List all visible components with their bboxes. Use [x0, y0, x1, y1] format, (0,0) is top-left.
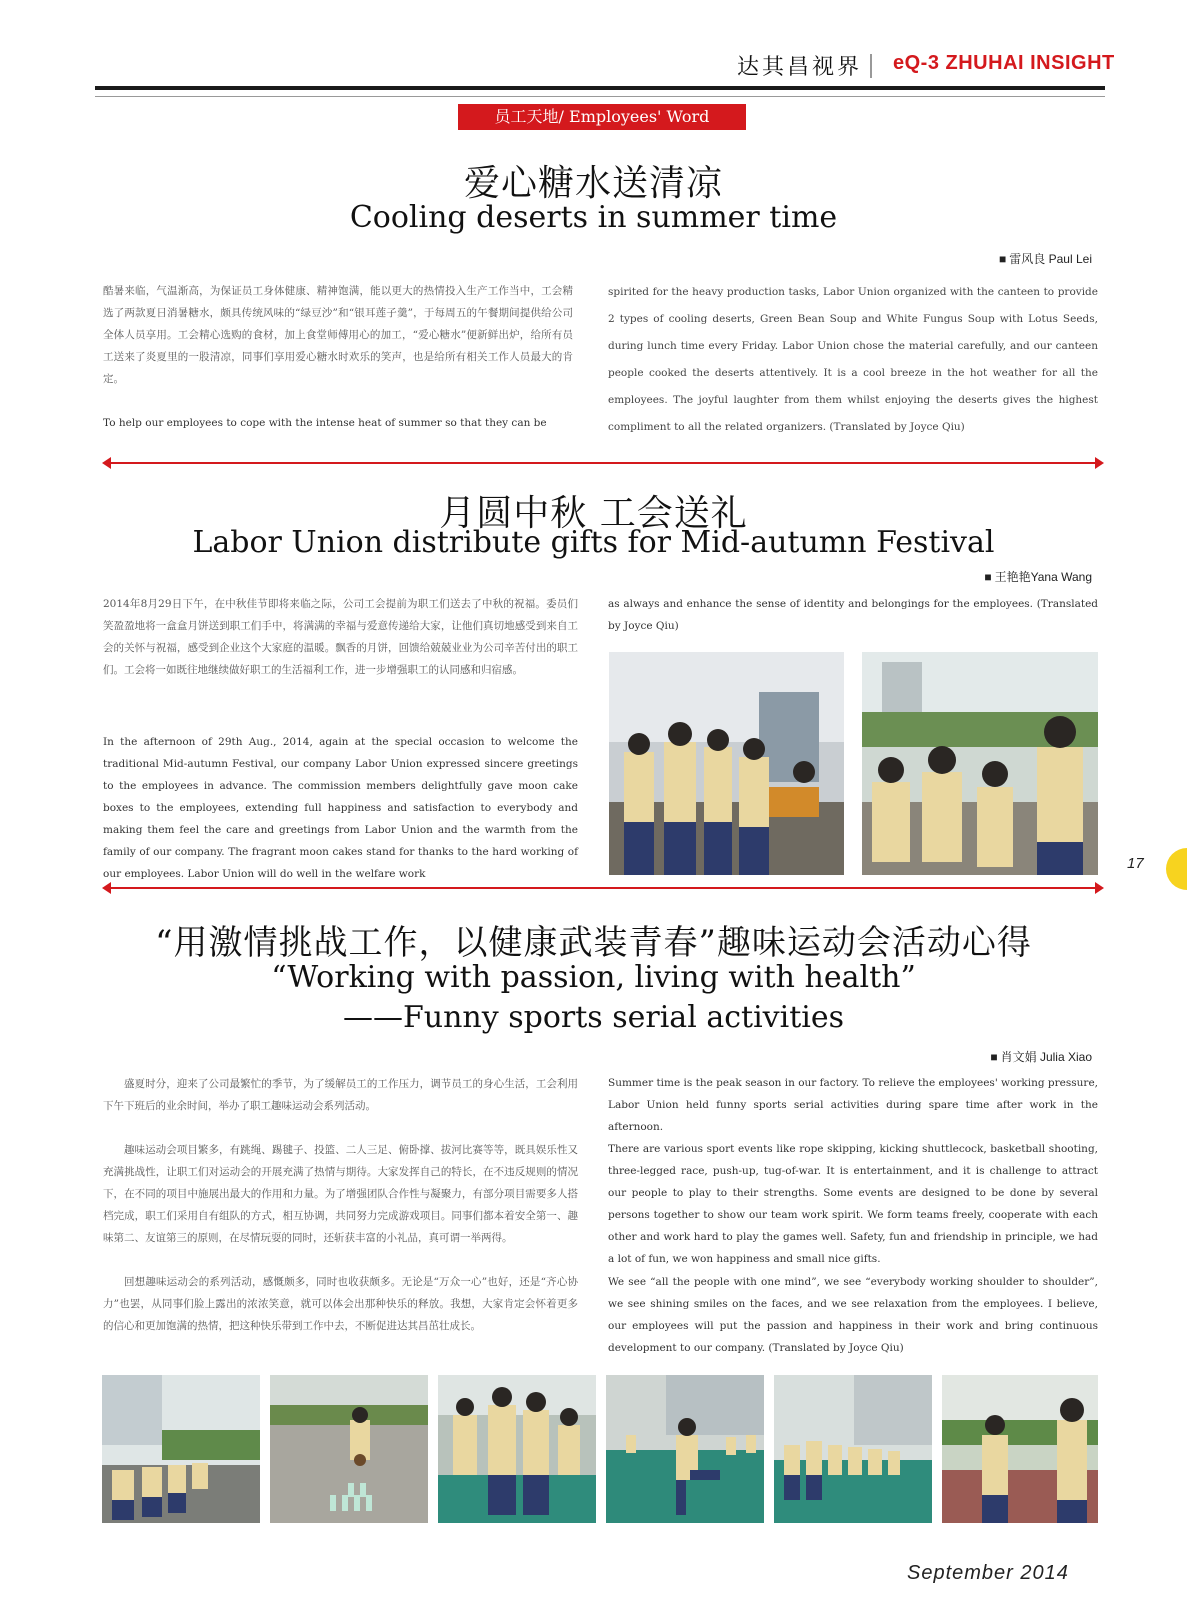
article3-title-en-1: “Working with passion, living with health”: [271, 960, 916, 995]
header-rule-thin: [95, 96, 1105, 97]
page-tab-marker: [1166, 848, 1187, 890]
article3-title-cn: “用激情挑战工作，以健康武装青春”趣味运动会活动心得: [155, 923, 1032, 963]
photo-mooncake-distribution-2: [862, 652, 1098, 875]
article3-body-en-3: We see “all the people with one mind”, we see “everybody working shoulder to shoulder”, we see shining smiles on the faces, and we see relaxation from the employees. I believe, our employees will put the passion and happiness in their work and bring continuous development to our company. (Translated by Joyce Qiu): [608, 1276, 1098, 1354]
article-divider-1: [110, 462, 1096, 464]
section-tag: 员工天地/ Employees' Word: [458, 104, 746, 130]
article2-byline: ■ 王艳艳Yana Wang: [860, 568, 1092, 585]
article2-body-en: In the afternoon of 29th Aug., 2014, again at the special occasion to welcome the traditional Mid-autumn Festival, our company Labor Union expressed sincere greetings to the employees in advance. The commission members delightfully gave moon cake boxes to the employees, extending full happiness and satisfaction to everybody and making them feel the care and greetings from Labor Union and the warmth from the family of our company. The fragrant moon cakes stand for thanks to the hard working of our employees. Labor Union will do well in the welfare work: [103, 736, 578, 880]
photo-team-event: [774, 1375, 932, 1523]
issue-date: September 2014: [907, 1562, 1069, 1584]
article1-byline: ■ 雷风良 Paul Lei: [860, 250, 1092, 267]
article3-body-cn-1: 盛夏时分，迎来了公司最繁忙的季节，为了缓解员工的工作压力，调节员工的身心生活，工会利用下午下班后的业余时间，举办了职工趣味运动会系列活动。: [103, 1078, 578, 1112]
photo-three-legged-race: [438, 1375, 596, 1523]
article-divider-2: [110, 887, 1096, 889]
article2-body-en-cont: as always and enhance the sense of identity and belongings for the employees. (Translated by Joyce Qiu): [608, 598, 1098, 632]
article2-title-cn: 月圆中秋 工会送礼: [439, 493, 748, 534]
article3-byline: ■ 肖文娟 Julia Xiao: [860, 1048, 1092, 1065]
article3-body-cn-2: 趣味运动会项目繁多，有跳绳、踢毽子、投篮、二人三足、俯卧撑、拔河比赛等等，既具娱乐性又充满挑战性，让职工们对运动会的开展充满了热情与期待。大家发挥自己的特长，在不违反规则的情况下，在不同的项目中施展出最大的作用和力量。为了增强团队合作性与凝聚力，有部分项目需要多人搭档完成，职工们采用自有组队的方式，相互协调，共同努力完成游戏项目。同事们都本着安全第一、趣味第二、友谊第三的原则，在尽情玩耍的同时，还斩获丰富的小礼品，真可谓一举两得。: [103, 1144, 578, 1244]
article2-body-cn: 2014年8月29日下午，在中秋佳节即将来临之际，公司工会提前为职工们送去了中秋的祝福。委员们笑盈盈地将一盒盒月饼送到职工们手中，将满满的幸福与爱意传递给大家，让他们真切地感受到来自工会的关怀与祝福，感受到企业这个大家庭的温暖。飘香的月饼，回馈给兢兢业业为公司辛苦付出的职工们。工会将一如既往地继续做好职工的生活福利工作，进一步增强职工的认同感和归宿感。: [103, 598, 578, 676]
article1-title-en: Cooling deserts in summer time: [349, 200, 838, 235]
article3-body-en-1: Summer time is the peak season in our factory. To relieve the employees' working pressure, Labor Union held funny sports serial activities during spare time after work in the afternoon.: [608, 1077, 1098, 1133]
photo-shuttlecock-kicking: [606, 1375, 764, 1523]
header-separator: [870, 54, 872, 78]
article3-body-cn-3: 回想趣味运动会的系列活动，感慨颇多，同时也收获颇多。无论是“万众一心”也好，还是“齐心协力”也罢，从同事们脸上露出的浓浓笑意，就可以体会出那种快乐的释放。我想，大家肯定会怀着更多的信心和更加饱满的热情，把这种快乐带到工作中去，不断促进达其昌茁壮成长。: [103, 1276, 578, 1332]
article3-title-en-2: ——Funny sports serial activities: [342, 1000, 845, 1035]
article1-body-en-2: spirited for the heavy production tasks, Labor Union organized with the canteen to provide 2 types of cooling deserts, Green Bean Soup and White Fungus Soup with Lotus Seeds, during lunch time every Friday. Labor Union chose the material carefully, and our canteen people cooked the deserts attentively. It is a cool breeze in the hot weather for all the employees. The joyful laughter from them whilst enjoying the deserts gives the highest compliment to all the related organizers. (Translated by Joyce Qiu): [608, 286, 1098, 433]
article1-body-en-1: To help our employees to cope with the intense heat of summer so that they can be: [103, 417, 547, 429]
photo-relay-game: [942, 1375, 1098, 1523]
brand-en: eQ-3 ZHUHAI INSIGHT: [893, 52, 1115, 74]
article1-title-cn: 爱心糖水送清凉: [463, 163, 723, 204]
photo-bowling-game: [270, 1375, 428, 1523]
photo-tug-of-war: [102, 1375, 260, 1523]
article1-body-cn: 酷暑来临，气温渐高，为保证员工身体健康、精神饱满，能以更大的热情投入生产工作当中，工会精选了两款夏日消暑糖水，颇具传统风味的“绿豆沙”和“银耳莲子羹”，于每周五的午餐期间提供给公司全体人员享用。工会精心选购的食材，加上食堂师傅用心的加工，“爱心糖水”便新鲜出炉，给所有员工送来了炎夏里的一股清凉，同事们享用爱心糖水时欢乐的笑声，也是给所有相关工作人员最大的肯定。: [103, 285, 573, 385]
header-rule: [95, 86, 1105, 90]
page-number: 17: [1127, 855, 1144, 872]
brand-cn: 达其昌视界: [737, 55, 863, 80]
article3-body-en-2: There are various sport events like rope skipping, kicking shuttlecock, basketball shooting, three-legged race, push-up, tug-of-war. It is entertainment, and it is challenge to attract our people to play to their strengths. Some events are designed to be done by several persons together to show our team work spirit. We form teams freely, cooperate with each other and work hard to play the games well. Safety, fun and friendship in principle, we had a lot of fun, we won happiness and small nice gifts.: [608, 1143, 1098, 1265]
photo-mooncake-distribution-1: [609, 652, 844, 875]
article2-title-en: Labor Union distribute gifts for Mid-autumn Festival: [192, 525, 995, 560]
